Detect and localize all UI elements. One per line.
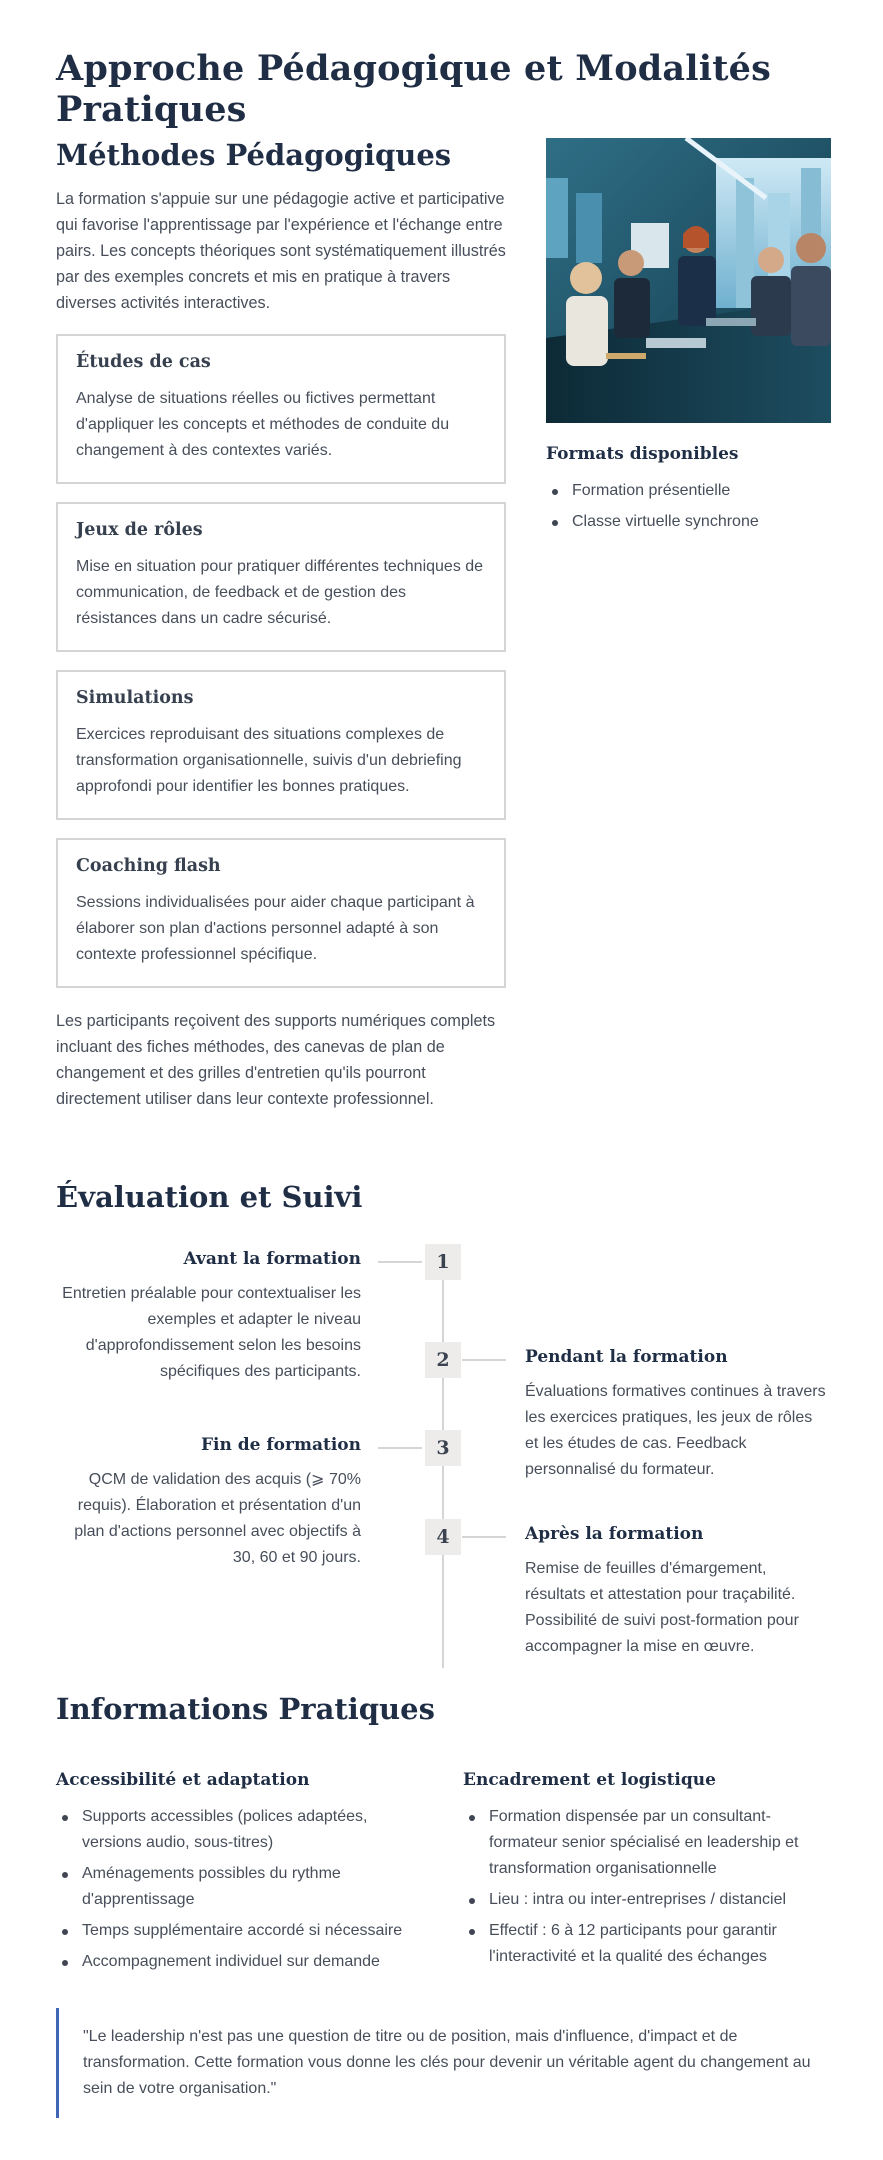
- accessibility-list: [56, 1804, 416, 1975]
- timeline-connector: [462, 1359, 506, 1361]
- step-number: 3: [425, 1430, 461, 1466]
- list-item: Formation dispensée par un consultant-formateur senior spécialisé en leadership et transformation organisationnelle: [463, 1804, 823, 1882]
- method-card-coaching: [56, 838, 506, 988]
- logistics-heading: Encadrement et logistique: [463, 1770, 716, 1790]
- method-card-simulations: [56, 670, 506, 820]
- page-title: Approche Pédagogique et Modalités Pratiques: [56, 48, 772, 130]
- accessibility-heading: Accessibilité et adaptation: [56, 1770, 310, 1790]
- logistics-list: [463, 1804, 823, 1970]
- list-item: Supports accessibles (polices adaptées, versions audio, sous-titres): [56, 1804, 416, 1856]
- formats-list: [546, 478, 831, 535]
- list-item: Effectif : 6 à 12 participants pour garantir l'interactivité et la qualité des échanges: [463, 1918, 823, 1970]
- method-card-role-play: [56, 502, 506, 652]
- card-text: Mise en situation pour pratiquer différentes techniques de communication, de feedback et de gestion des résistances dans un cadre sécurisé.: [76, 558, 484, 627]
- methods-closing: Les participants reçoivent des supports numériques complets incluant des fiches méthodes, des canevas de plan de changement et des grilles d'entretien qu'ils pourront directement utiliser dans leur contexte professionnel.: [56, 1012, 496, 1108]
- method-card-case-studies: [56, 334, 506, 484]
- list-item: Classe virtuelle synchrone: [546, 509, 831, 535]
- step-text: Évaluations formatives continues à travers les exercices pratiques, les jeux de rôles et les études de cas. Feedback personnalisé du formateur.: [525, 1383, 826, 1478]
- card-title: Coaching flash: [76, 856, 221, 876]
- list-item: Temps supplémentaire accordé si nécessaire: [56, 1918, 416, 1944]
- step-text: Remise de feuilles d'émargement, résultats et attestation pour traçabilité. Possibilité de suivi post-formation pour accompagner la mise en œuvre.: [525, 1560, 799, 1655]
- card-title: Études de cas: [76, 352, 211, 372]
- card-text: Analyse de situations réelles ou fictives permettant d'appliquer les concepts et méthodes de conduite du changement à des contextes variés.: [76, 390, 450, 459]
- card-text: Exercices reproduisant des situations complexes de transformation organisationnelle, suivis d'un debriefing approfondi pour identifier les bonnes pratiques.: [76, 726, 462, 795]
- step-title: Fin de formation: [200, 1435, 361, 1455]
- meeting-photo: [546, 138, 831, 423]
- timeline-step-end: [56, 1435, 361, 1571]
- card-text: Sessions individualisées pour aider chaque participant à élaborer son plan d'actions personnel adapté à son contexte professionnel spécifique.: [76, 894, 475, 963]
- methods-intro: La formation s'appuie sur une pédagogie active et participative qui favorise l'apprentissage par l'expérience et l'échange entre pairs. Les concepts théoriques sont systématiquement illustrés par des exemples concrets et mis en pratique à travers diverses activités interactives.: [56, 190, 506, 312]
- evaluation-heading: Évaluation et Suivi: [56, 1180, 363, 1214]
- formats-heading: Formats disponibles: [546, 444, 739, 464]
- practical-heading: Informations Pratiques: [56, 1692, 435, 1726]
- methods-section: [56, 138, 506, 1112]
- timeline-connector: [378, 1261, 422, 1263]
- timeline-step-after: [525, 1524, 830, 1660]
- timeline-connector: [378, 1447, 422, 1449]
- closing-quote: "Le leadership n'est pas une question de titre ou de position, mais d'influence, d'impact et de transformation. Cette formation vous donne les clés pour devenir un véritable agent du changement au sein de votre organisation.": [56, 2008, 831, 2118]
- logistics-section: [463, 1770, 823, 1975]
- step-number: 1: [425, 1244, 461, 1280]
- timeline-step-during: [525, 1347, 830, 1483]
- list-item: Lieu : intra ou inter-entreprises / distanciel: [463, 1887, 823, 1913]
- card-title: Simulations: [76, 688, 194, 708]
- accessibility-section: [56, 1770, 416, 1980]
- step-text: QCM de validation des acquis (⩾ 70% requis). Élaboration et présentation d'un plan d'actions personnel avec objectifs à 30, 60 et 90 jours.: [74, 1471, 361, 1566]
- methods-heading: Méthodes Pédagogiques: [56, 138, 452, 172]
- timeline-connector: [462, 1536, 506, 1538]
- step-number: 4: [425, 1519, 461, 1555]
- formats-section: [546, 444, 831, 540]
- list-item: Formation présentielle: [546, 478, 831, 504]
- card-title: Jeux de rôles: [76, 520, 203, 540]
- step-number: 2: [425, 1342, 461, 1378]
- list-item: Accompagnement individuel sur demande: [56, 1949, 416, 1975]
- timeline-step-before: [56, 1249, 361, 1385]
- step-text: Entretien préalable pour contextualiser les exemples et adapter le niveau d'approfondissement selon les besoins spécifiques des participants.: [62, 1285, 361, 1380]
- list-item: Aménagements possibles du rythme d'apprentissage: [56, 1861, 416, 1913]
- step-title: Avant la formation: [183, 1249, 361, 1269]
- step-title: Pendant la formation: [525, 1347, 728, 1367]
- step-title: Après la formation: [525, 1524, 704, 1544]
